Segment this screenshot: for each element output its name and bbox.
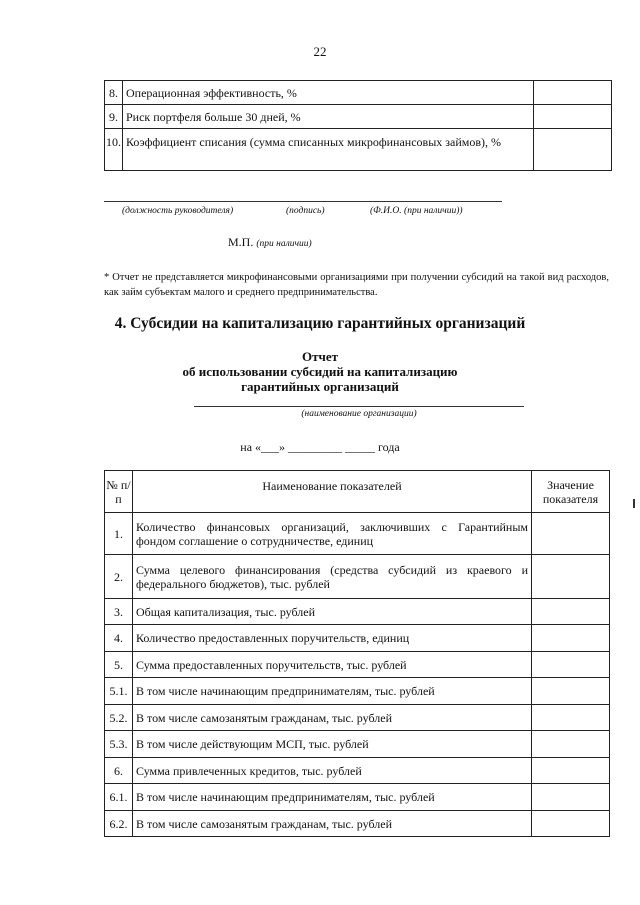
row-value-cell[interactable] [532, 513, 610, 555]
table-row [105, 625, 610, 652]
row-number: 5. [105, 652, 133, 678]
row-value-cell[interactable] [532, 811, 610, 837]
row-number: 10. [105, 129, 123, 171]
row-indicator-name: В том числе самозанятым гражданам, тыс. рублей [133, 705, 532, 731]
table-row [105, 758, 610, 784]
table-row [105, 705, 610, 731]
footnote: * Отчет не представляется микрофинансовыми организациями при получении субсидий на такой вид расходов, как займ субъектам малого и среднего предпринимательства. [104, 272, 609, 298]
row-value-cell[interactable] [532, 731, 610, 758]
organization-caption: (наименование организации) [301, 409, 417, 419]
signature-line [104, 201, 502, 202]
position-caption: (должность руководителя) [122, 206, 234, 216]
table-row [105, 555, 610, 599]
row-indicator-name: Сумма целевого финансирования (средства субсидий из краевого и федерального бюджетов), тыс. рублей [133, 555, 532, 599]
row-indicator-name: Количество финансовых организаций, заключивших с Гарантийным фондом соглашение о сотрудничестве, единиц [133, 513, 532, 555]
row-indicator-name: В том числе начинающим предпринимателям, тыс. рублей [133, 784, 532, 811]
row-value-cell[interactable] [534, 81, 612, 105]
table-row [105, 105, 612, 129]
row-value-cell[interactable] [532, 758, 610, 784]
row-number: 5.2. [105, 705, 133, 731]
indicators-table [104, 470, 610, 837]
row-number: 2. [105, 555, 133, 599]
row-value-cell[interactable] [532, 599, 610, 625]
full-name-caption: (Ф.И.О. (при наличии)) [370, 206, 463, 216]
row-number: 6.1. [105, 784, 133, 811]
row-value-cell[interactable] [534, 105, 612, 129]
row-value-cell[interactable] [532, 678, 610, 705]
table-header-row [105, 471, 610, 513]
table-row [105, 652, 610, 678]
table-row [105, 129, 612, 171]
table-row [105, 731, 610, 758]
table-row [105, 599, 610, 625]
row-number: 8. [105, 81, 123, 105]
report-subtitle-line2: гарантийных организаций [241, 379, 399, 394]
table-row [105, 678, 610, 705]
row-indicator-name: Количество предоставленных поручительств, единиц [133, 625, 532, 652]
section-title: 4. Субсидии на капитализацию гарантийных организаций [114, 315, 526, 332]
report-title: Отчет [302, 349, 338, 364]
row-number: 3. [105, 599, 133, 625]
table-row [105, 81, 612, 105]
row-value-cell[interactable] [534, 129, 612, 171]
indicators-table-continued [104, 80, 612, 171]
stamp-label: М.П. [228, 235, 254, 249]
row-number: 1. [105, 513, 133, 555]
row-indicator-name: Сумма привлеченных кредитов, тыс. рублей [133, 758, 532, 784]
row-indicator-name: Коэффициент списания (сумма списанных микрофинансовых займов), % [123, 129, 534, 171]
organization-name-line[interactable] [194, 406, 524, 407]
row-indicator-name: В том числе самозанятым гражданам, тыс. рублей [133, 811, 532, 837]
row-number: 5.1. [105, 678, 133, 705]
row-indicator-name: В том числе начинающим предпринимателям, тыс. рублей [133, 678, 532, 705]
row-number: 6.2. [105, 811, 133, 837]
row-indicator-name: Риск портфеля больше 30 дней, % [123, 105, 534, 129]
header-value: Значение показателя [532, 471, 610, 513]
row-indicator-name: Сумма предоставленных поручительств, тыс. рублей [133, 652, 532, 678]
row-value-cell[interactable] [532, 705, 610, 731]
report-date-line: на «___» _________ _____ года [240, 440, 400, 454]
row-value-cell[interactable] [532, 784, 610, 811]
table-row [105, 811, 610, 837]
row-number: 5.3. [105, 731, 133, 758]
header-indicator-name: Наименование показателей [133, 471, 532, 513]
row-number: 6. [105, 758, 133, 784]
table-row [105, 784, 610, 811]
row-value-cell[interactable] [532, 625, 610, 652]
header-number: № п/п [105, 471, 133, 513]
row-number: 4. [105, 625, 133, 652]
row-value-cell[interactable] [532, 652, 610, 678]
stamp-placeholder [228, 235, 312, 250]
row-value-cell[interactable] [532, 555, 610, 599]
row-indicator-name: Операционная эффективность, % [123, 81, 534, 105]
row-indicator-name: Общая капитализация, тыс. рублей [133, 599, 532, 625]
signature-caption: (подпись) [286, 206, 325, 216]
page-number: 22 [313, 44, 327, 59]
margin-mark [633, 499, 635, 508]
row-indicator-name: В том числе действующим МСП, тыс. рублей [133, 731, 532, 758]
table-row [105, 513, 610, 555]
row-number: 9. [105, 105, 123, 129]
report-subtitle-line1: об использовании субсидий на капитализацию [182, 364, 458, 379]
stamp-note: (при наличии) [256, 239, 312, 249]
